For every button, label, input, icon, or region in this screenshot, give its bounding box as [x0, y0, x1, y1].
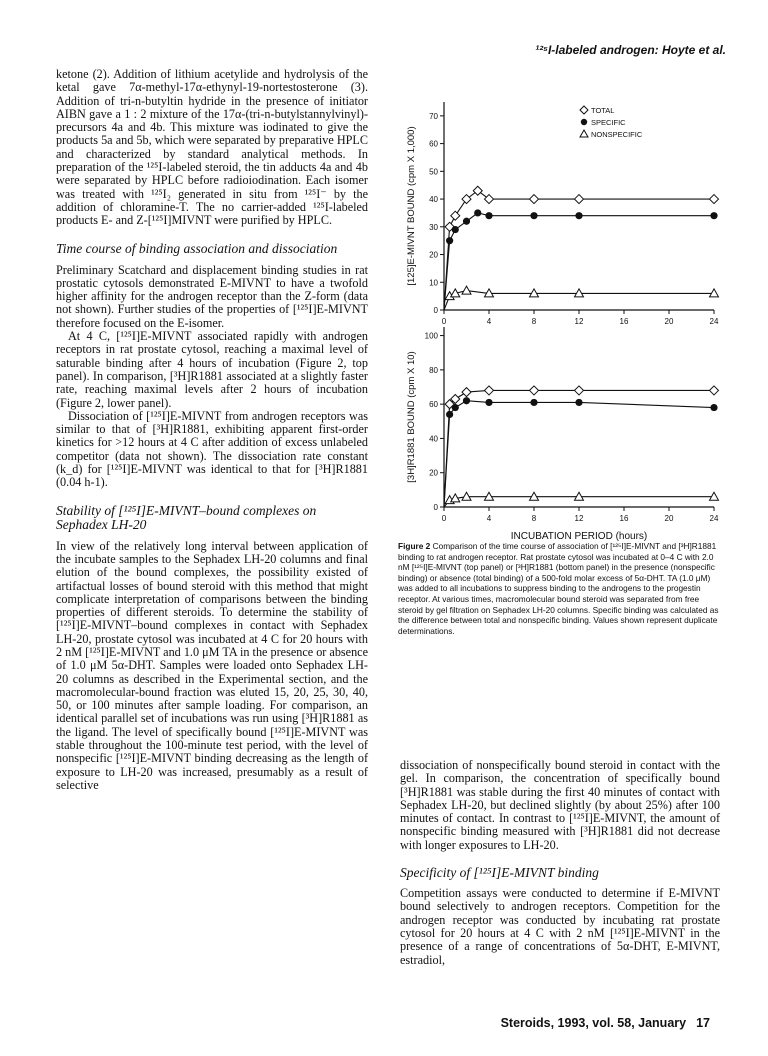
specific-point	[446, 237, 453, 244]
footer	[501, 1016, 710, 1030]
specific-point	[575, 212, 582, 219]
paragraph: In view of the relatively long interval between application of the incubate samples to the Sephadex LH-20 columns and final elution of the bound complexes, the possibility existed of artifactual losses of bound steroid with this method that might complicate interpretation of comparisons between the binding properties of different steroids. To determine the stability of [¹²⁵I]E-MIVNT–bound complexes in contact with Sephadex LH-20, prostate cytosol was incubated at 4 C for 20 hours with 2 nM [¹²⁵I]E-MIVNT and 1.0 μM TA in the presence or absence of 1.0 μM 5α-DHT. Samples were loaded onto Sephadex LH-20 columns as described in the Experimental section, and the macromolecular-bound fraction was eluted 15, 20, 25, 30, 40, 50, or 100 minutes after sample loading. For comparison, an identical parallel set of incubations was run using [³H]R1881 as the ligand. The level of specifically bound [¹²⁵I]E-MIVNT was stable throughout the 100-minute test period, with the level of nonspecific [¹²⁵I]E-MIVNT binding decreasing as the length of exposure to LH-20 was increased, presumably as a result of selective	[56, 538, 368, 792]
x-tick-label: 0	[441, 317, 447, 326]
figure-caption	[398, 541, 720, 636]
total-point	[473, 186, 482, 195]
y-tick-label: 10	[429, 278, 438, 288]
y-tick-label: 20	[429, 250, 438, 260]
y-tick-label: 0	[433, 306, 438, 315]
x-tick-label: 4	[486, 514, 492, 523]
nonspecific-point	[462, 286, 471, 294]
specific-point	[710, 404, 717, 411]
specific-point	[530, 212, 537, 219]
total-series-line	[444, 390, 714, 507]
total-point	[462, 195, 471, 204]
total-point	[710, 195, 719, 204]
y-tick-label: 60	[429, 400, 438, 410]
y-tick-label: 0	[433, 503, 438, 512]
section-heading: Time course of binding association and dissociation	[56, 240, 338, 256]
y-tick-label: 60	[429, 139, 438, 149]
x-tick-label: 16	[619, 317, 629, 326]
figure-2	[392, 62, 728, 542]
specific-point	[452, 404, 459, 411]
y-axis-label: [125]E-MIVNT BOUND (cpm X 1,000)	[406, 126, 417, 286]
x-tick-label: 8	[531, 317, 537, 326]
specific-point	[710, 212, 717, 219]
x-tick-label: 12	[574, 317, 584, 326]
specific-point	[485, 212, 492, 219]
x-tick-label: 8	[531, 514, 537, 523]
total-point	[530, 386, 539, 395]
left-column	[56, 68, 368, 792]
specific-point	[485, 399, 492, 406]
legend-marker-nonspecific	[580, 130, 588, 137]
specific-point	[446, 411, 453, 418]
y-tick-label: 100	[424, 331, 438, 341]
y-tick-label: 50	[429, 167, 438, 177]
x-tick-label: 20	[664, 317, 674, 326]
y-tick-label: 80	[429, 365, 438, 375]
x-tick-label: 20	[664, 514, 674, 523]
specific-point	[452, 226, 459, 233]
paragraph: Dissociation of [¹²⁵I]E-MIVNT from androgen receptors was similar to that of [³H]R1881, exhibiting apparent first-order kinetics for >12 hours at 4 C after addition of excess unlabeled competitor (data not shown). The dissociation rate constant (k_d) for [¹²⁵I]E-MIVNT was identical to that for [³H]R1881 (0.04 h-1).	[56, 408, 368, 490]
y-tick-label: 40	[429, 195, 438, 205]
x-tick-label: 16	[619, 514, 629, 523]
paragraph: ketone (2). Addition of lithium acetylide and hydrolysis of the ketal gave 7α-methyl-17α-ethynyl-19-nortestosterone (3). Addition of tri-n-butyltin hydride in the presence of initiator AIBN gave a 1 : 2 mixture of the 17α-(tri-n-butylstannylvinyl)-precursors 4a and 4b. This mixture was iodinated to give the products 5a and 5b, which were separated by preparative HPLC and characterized by standard analytical methods. In preparation of the ¹²⁵I-labeled steroid, the tin adducts 4a and 4b were separated by HPLC before radioiodination. Each isomer was treated with ¹²⁵I₂ generated in situ from ¹²⁵I⁻ by the addition of chloramine-T. The no carrier-added ¹²⁵I-labeled products E- and Z-[¹²⁵I]MIVNT were purified by HPLC.	[56, 67, 368, 228]
y-axis-label: [3H]R1881 BOUND (cpm X 10)	[406, 351, 417, 483]
total-point	[575, 195, 584, 204]
total-point	[485, 195, 494, 204]
total-point	[485, 386, 494, 395]
figure-caption-text: Comparison of the time course of association of [¹²⁵I]E-MIVNT and [³H]R1881 binding to rat androgen receptor. Rat prostate cytosol was incubated at 0–4 C with 2.0 nM [¹²⁵I]E-MIVNT (top panel) or [³H]R1881 (bottom panel) in the presence (nonspecific binding) or absence (total binding) of a 500-fold molar excess of 5α-DHT. TA (1.0 μM) was added to all incubations to suppress binding to the androgens to the progestin receptor. At various times, macromolecular bound steroid was separated from free steroid by gel filtration on Sephadex LH-20 columns. Specific binding was calculated as the difference between total and nonspecific binding. Values shown represent duplicate determinations.	[398, 541, 719, 636]
section-heading: Specificity of [¹²⁵I]E-MIVNT binding	[400, 865, 599, 881]
right-column	[400, 759, 720, 967]
total-point	[710, 386, 719, 395]
total-point	[451, 211, 460, 220]
specific-point	[474, 209, 481, 216]
legend-label-specific: SPECIFIC	[591, 118, 626, 127]
section-heading: Stability of [¹²⁵I]E-MIVNT–bound complexes on Sephadex LH-20	[56, 502, 317, 532]
x-tick-label: 24	[709, 317, 719, 326]
x-tick-label: 24	[709, 514, 719, 523]
y-tick-label: 30	[429, 222, 438, 232]
specific-series-line	[444, 401, 714, 507]
total-point	[575, 386, 584, 395]
running-head: ¹²⁵I-labeled androgen: Hoyte et al.	[535, 43, 726, 57]
paragraph: Competition assays were conducted to determine if E-MIVNT bound selectively to androgen receptors. Competition for the androgen receptor was conducted by incubating rat prostate cytosol for 20 hours at 4 C with 2 nM [¹²⁵I]E-MIVNT in the presence of a range of concentrations of 5α-DHT, E-MIVNT, estradiol,	[400, 886, 720, 967]
specific-point	[530, 399, 537, 406]
journal-citation: Steroids, 1993, vol. 58, January	[500, 1016, 687, 1030]
page-number: 17	[696, 1016, 710, 1030]
legend-marker-specific	[581, 119, 587, 125]
legend-label-total: TOTAL	[591, 106, 615, 115]
total-point	[462, 388, 471, 397]
paragraph: dissociation of nonspecifically bound steroid in contact with the gel. In comparison, the concentration of specifically bound [³H]R1881 was stable during the first 40 minutes of contact with Sephadex LH-20, but declined slightly (by about 25%) after 100 minutes of contact. In contrast to [¹²⁵I]E-MIVNT, the amount of nonspecific binding measured with [³H]R1881 did not decrease with longer exposures to LH-20.	[400, 758, 720, 852]
legend-marker-total	[580, 106, 588, 114]
y-tick-label: 70	[429, 111, 438, 121]
total-point	[530, 195, 539, 204]
specific-point	[463, 397, 470, 404]
specific-point	[575, 399, 582, 406]
specific-point	[463, 218, 470, 225]
y-tick-label: 20	[429, 468, 438, 478]
legend-label-nonspecific: NONSPECIFIC	[591, 130, 643, 139]
figure-label: Figure 2	[398, 541, 431, 551]
x-tick-label: 4	[486, 317, 492, 326]
x-axis-label: INCUBATION PERIOD (hours)	[510, 531, 648, 542]
x-tick-label: 12	[574, 514, 584, 523]
x-tick-label: 0	[441, 514, 447, 523]
paragraph: At 4 C, [¹²⁵I]E-MIVNT associated rapidly with androgen receptors in rat prostate cytosol, reaching a maximal level of saturable binding after 4 hours of incubation (Figure 2, top panel). In comparison, [³H]R1881 associated at a slightly faster rate, reaching maximal levels after 2 hours of incubation (Figure 2, lower panel).	[56, 329, 368, 410]
y-tick-label: 40	[429, 434, 438, 444]
paragraph: Preliminary Scatchard and displacement binding studies in rat prostatic cytosols demonstrated E-MIVNT to have a twofold higher affinity for the androgen receptor than the Z-form (data not shown). Further studies of the properties of [¹²⁵I]E-MIVNT therefore focused on the E-isomer.	[56, 262, 368, 330]
figure-2-charts	[392, 62, 728, 542]
